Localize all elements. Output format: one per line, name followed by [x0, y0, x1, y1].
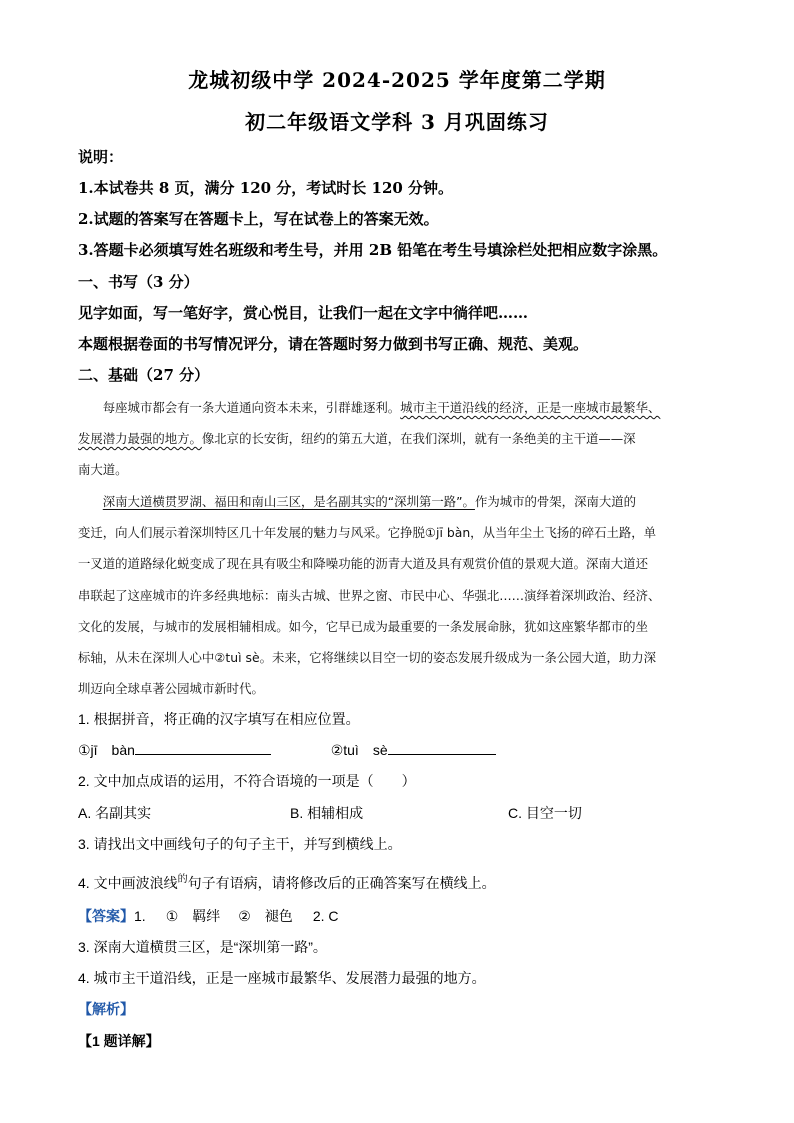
notes-heading: 说明： [78, 148, 124, 166]
question-1-blanks [78, 740, 496, 760]
question-4: 4. 文中画波浪线$^的$句子有语病，请将修改后的正确答案写在横线上。 [78, 874, 496, 891]
passage-text: 每座城市都会有一条大道通向资本未来，引群雄逐利。 [102, 400, 401, 415]
answer-2: 2. C [312, 908, 339, 924]
option-c[interactable]: C. 目空一切 [508, 805, 582, 821]
passage-paragraph-2 [78, 486, 724, 704]
analysis-tag: 【解析】 [78, 1001, 134, 1017]
wavy-underlined-sentence: 城市主干道沿线的经济，正是一座城市最繁华、 [400, 400, 661, 415]
note-item: 3.答题卡必须填写姓名班级和考生号，并用 2B 铅笔在考生号填涂栏处把相应数字涂黑。 [78, 241, 668, 259]
section1-line: 见字如面，写一笔好字，赏心悦目，让我们一起在文字中徜徉吧…… [78, 304, 529, 322]
question-3: 3. 请找出文中画线句子的句子主干，并写到横线上。 [78, 836, 402, 852]
pinyin-2: ②tuì sè [330, 742, 388, 758]
passage-text: 标轴，从未在深圳人心中②tuì sè。未来，它将继续以目空一切的姿态发展升级成为一条公园大道，助力深 [78, 649, 657, 665]
exam-subtitle: 初二年级语文学科 3 月巩固练习 [245, 110, 549, 134]
wavy-underlined-sentence: 发展潜力最强的地方。 [78, 431, 202, 447]
question-2-options [78, 803, 582, 823]
answer-4: 4. 城市主干道沿线，正是一座城市最繁华、发展潜力最强的地方。 [78, 970, 486, 986]
exam-title: 龙城初级中学 2024-2025 学年度第二学期 [188, 68, 606, 92]
answer-1-1: ① 羁绊 [165, 908, 221, 924]
pinyin-1: ①jī bàn [78, 742, 135, 758]
section1-line: 本题根据卷面的书写情况评分，请在答题时努力做到书写正确、规范、美观。 [78, 335, 589, 353]
answer-3: 3. 深南大道横贯三区，是“深圳第一路”。 [78, 939, 327, 955]
passage-text: 圳迈向全球卓著公园城市新时代。 [78, 681, 264, 697]
section2-heading: 二、基础（27 分） [78, 366, 210, 384]
passage-text: 南大道。 [78, 462, 128, 478]
passage-text: 像北京的长安街，纽约的第五大道，在我们深圳，就有一条绝美的主干道——深 [201, 431, 636, 447]
section1-heading: 一、书写（3 分） [78, 273, 199, 291]
passage-paragraph-1 [78, 392, 724, 486]
passage-text: 作为城市的骨架，深南大道的 [474, 494, 637, 509]
option-a[interactable]: A. 名副其实 [78, 805, 152, 821]
answer-blank-2[interactable] [388, 740, 496, 755]
question-1: 1. 根据拼音，将正确的汉字填写在相应位置。 [78, 711, 360, 727]
detail-heading: 【1 题详解】 [78, 1033, 160, 1049]
answer-blank-1[interactable] [135, 740, 271, 755]
passage-text: 文化的发展，与城市的发展相辅相成。如今，它早已成为最重要的一条发展命脉，犹如这座繁华都市的坐 [78, 618, 648, 634]
answer-1-2: ② 褪色 [238, 908, 293, 924]
note-item: 2.试题的答案写在答题卡上，写在试卷上的答案无效。 [78, 210, 439, 228]
answer-tag: 【答案】 [78, 908, 134, 924]
note-item: 1.本试卷共 8 页，满分 120 分，考试时长 120 分钟。 [78, 179, 454, 197]
passage-text: 串联起了这座城市的许多经典地标：南头古城、世界之窗、市民中心、华强北……演绎着深圳政治、经济、 [78, 587, 661, 603]
option-b[interactable]: B. 相辅相成 [290, 805, 364, 821]
question-2: 2. 文中加点成语的运用，不符合语境的一项是（ ） [78, 773, 416, 789]
underlined-sentence: 深南大道横贯罗湖、福田和南山三区，是名副其实的“深圳第一路”。 [102, 494, 475, 509]
answer-line-1: 【答案】1. ① 羁绊 ② 褪色 2. C [78, 908, 339, 924]
passage-text: 一叉道的道路绿化蜕变成了现在具有吸尘和降噪功能的沥青大道及具有观赏价值的景观大道。深南大道还 [78, 556, 648, 572]
passage-text: 变迁，向人们展示着深圳特区几十年发展的魅力与风采。它挣脱①jī bàn，从当年尘土飞扬的碎石土路，单 [78, 525, 657, 541]
